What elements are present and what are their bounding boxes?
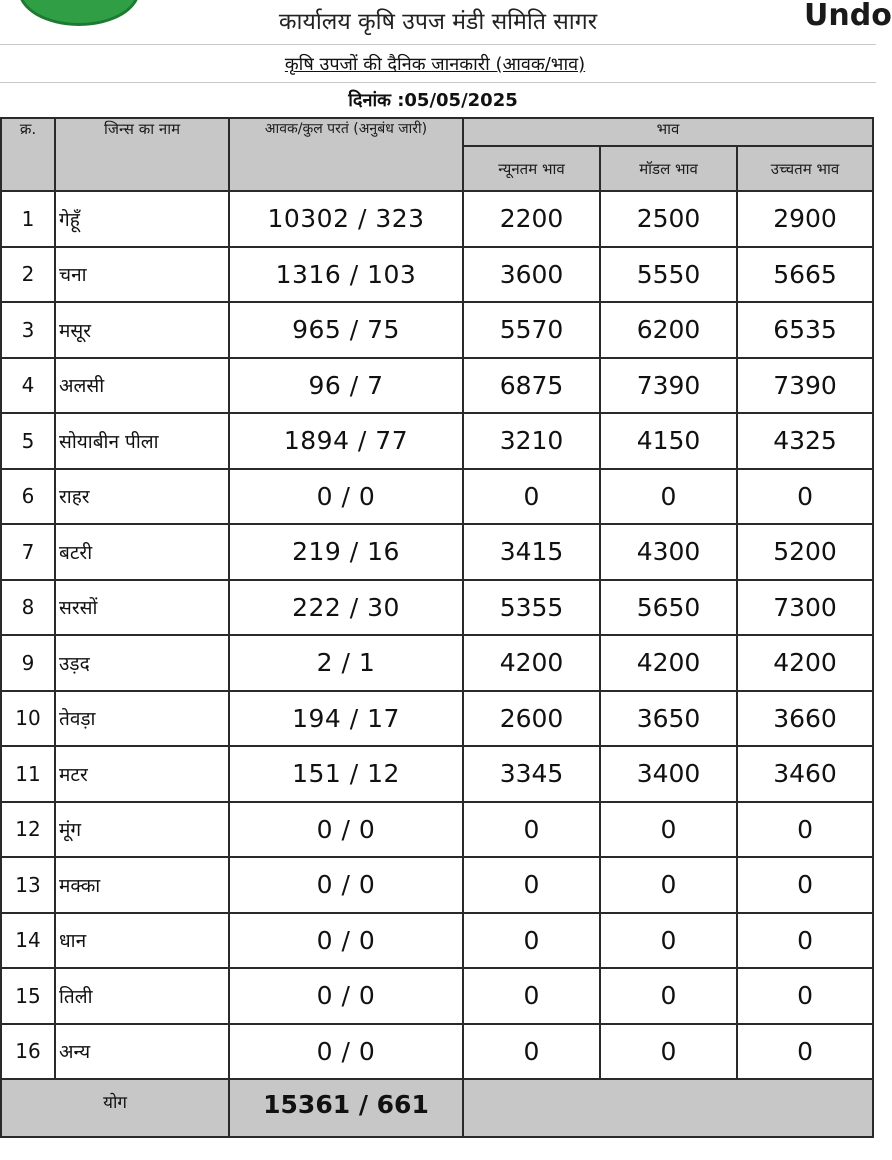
row-commodity-name: मसूर: [55, 302, 229, 358]
row-commodity-name: अलसी: [55, 358, 229, 414]
row-min-price: 4200: [463, 635, 600, 691]
row-commodity-name: मक्का: [55, 857, 229, 913]
report-title: कृषि उपजों की दैनिक जानकारी (आवक/भाव): [284, 54, 586, 75]
row-arrival: 151 / 12: [229, 746, 463, 802]
row-min-price: 0: [463, 913, 600, 969]
row-max-price: 5665: [737, 247, 873, 303]
row-arrival: 0 / 0: [229, 968, 463, 1024]
row-modal-price: 2500: [600, 191, 737, 247]
row-arrival: 0 / 0: [229, 857, 463, 913]
row-serial: 1: [1, 191, 55, 247]
row-min-price: 0: [463, 802, 600, 858]
row-min-price: 0: [463, 1024, 600, 1080]
row-modal-price: 0: [600, 1024, 737, 1080]
col-header-min-price: न्यूनतम भाव: [463, 146, 600, 191]
ruled-line: [0, 82, 876, 83]
row-max-price: 0: [737, 1024, 873, 1080]
row-serial: 11: [1, 746, 55, 802]
row-serial: 7: [1, 524, 55, 580]
row-modal-price: 5550: [600, 247, 737, 303]
row-arrival: 10302 / 323: [229, 191, 463, 247]
row-modal-price: 0: [600, 913, 737, 969]
row-max-price: 2900: [737, 191, 873, 247]
table-row: [1, 635, 873, 691]
table-row: [1, 1024, 873, 1080]
row-serial: 15: [1, 968, 55, 1024]
row-serial: 14: [1, 913, 55, 969]
table-row: [1, 358, 873, 414]
col-header-arrival: आवक/कुल परतं (अनुबंध जारी): [229, 118, 463, 191]
row-commodity-name: सोयाबीन पीला: [55, 413, 229, 469]
row-serial: 8: [1, 580, 55, 636]
row-min-price: 3415: [463, 524, 600, 580]
row-min-price: 0: [463, 968, 600, 1024]
row-modal-price: 0: [600, 968, 737, 1024]
row-max-price: 0: [737, 913, 873, 969]
row-modal-price: 0: [600, 857, 737, 913]
row-modal-price: 3400: [600, 746, 737, 802]
row-arrival: 222 / 30: [229, 580, 463, 636]
row-arrival: 1316 / 103: [229, 247, 463, 303]
row-arrival: 0 / 0: [229, 469, 463, 525]
col-header-serial: क्र.: [1, 118, 55, 191]
row-max-price: 7300: [737, 580, 873, 636]
row-max-price: 5200: [737, 524, 873, 580]
row-modal-price: 7390: [600, 358, 737, 414]
row-min-price: 0: [463, 469, 600, 525]
table-row: [1, 413, 873, 469]
total-price-blank: [463, 1079, 873, 1137]
row-max-price: 4200: [737, 635, 873, 691]
row-modal-price: 5650: [600, 580, 737, 636]
table-row: [1, 247, 873, 303]
row-max-price: 6535: [737, 302, 873, 358]
row-commodity-name: मूंग: [55, 802, 229, 858]
row-max-price: 7390: [737, 358, 873, 414]
table-row: [1, 191, 873, 247]
col-header-commodity: जिन्स का नाम: [55, 118, 229, 191]
row-max-price: 3460: [737, 746, 873, 802]
row-serial: 5: [1, 413, 55, 469]
row-modal-price: 6200: [600, 302, 737, 358]
row-commodity-name: मटर: [55, 746, 229, 802]
col-header-price-group: भाव: [463, 118, 873, 146]
row-min-price: 6875: [463, 358, 600, 414]
row-min-price: 2200: [463, 191, 600, 247]
row-modal-price: 0: [600, 469, 737, 525]
table-row: [1, 857, 873, 913]
row-max-price: 0: [737, 857, 873, 913]
row-serial: 12: [1, 802, 55, 858]
total-label: योग: [1, 1079, 229, 1137]
col-header-max-price: उच्चतम भाव: [737, 146, 873, 191]
row-commodity-name: सरसों: [55, 580, 229, 636]
row-arrival: 194 / 17: [229, 691, 463, 747]
row-modal-price: 0: [600, 802, 737, 858]
row-max-price: 0: [737, 968, 873, 1024]
table-row: [1, 691, 873, 747]
office-title: कार्यालय कृषि उपज मंडी समिति सागर: [278, 9, 598, 35]
row-commodity-name: तेवड़ा: [55, 691, 229, 747]
total-arrival: 15361 / 661: [229, 1079, 463, 1137]
table-row: [1, 469, 873, 525]
row-commodity-name: चना: [55, 247, 229, 303]
col-header-modal-price: मॉडल भाव: [600, 146, 737, 191]
row-arrival: 2 / 1: [229, 635, 463, 691]
row-arrival: 219 / 16: [229, 524, 463, 580]
row-modal-price: 3650: [600, 691, 737, 747]
row-arrival: 0 / 0: [229, 1024, 463, 1080]
row-max-price: 3660: [737, 691, 873, 747]
table-row: [1, 746, 873, 802]
row-min-price: 5570: [463, 302, 600, 358]
row-serial: 10: [1, 691, 55, 747]
row-min-price: 0: [463, 857, 600, 913]
row-modal-price: 4200: [600, 635, 737, 691]
table-body: [1, 191, 873, 1079]
row-commodity-name: राहर: [55, 469, 229, 525]
row-commodity-name: गेहूँ: [55, 191, 229, 247]
row-arrival: 96 / 7: [229, 358, 463, 414]
row-serial: 6: [1, 469, 55, 525]
row-max-price: 0: [737, 469, 873, 525]
row-serial: 3: [1, 302, 55, 358]
row-min-price: 3600: [463, 247, 600, 303]
row-commodity-name: तिली: [55, 968, 229, 1024]
row-serial: 16: [1, 1024, 55, 1080]
table-row: [1, 913, 873, 969]
row-arrival: 1894 / 77: [229, 413, 463, 469]
row-arrival: 0 / 0: [229, 913, 463, 969]
row-commodity-name: बटरी: [55, 524, 229, 580]
row-min-price: 3345: [463, 746, 600, 802]
row-min-price: 5355: [463, 580, 600, 636]
mandi-price-table: [0, 117, 874, 1138]
row-commodity-name: धान: [55, 913, 229, 969]
ruled-line: [0, 44, 876, 45]
report-date: दिनांक :05/05/2025: [348, 90, 518, 111]
table-row: [1, 302, 873, 358]
row-max-price: 4325: [737, 413, 873, 469]
table-row: [1, 580, 873, 636]
row-modal-price: 4150: [600, 413, 737, 469]
row-serial: 4: [1, 358, 55, 414]
row-arrival: 965 / 75: [229, 302, 463, 358]
row-min-price: 3210: [463, 413, 600, 469]
row-modal-price: 4300: [600, 524, 737, 580]
row-arrival: 0 / 0: [229, 802, 463, 858]
row-commodity-name: अन्य: [55, 1024, 229, 1080]
row-max-price: 0: [737, 802, 873, 858]
row-serial: 2: [1, 247, 55, 303]
undo-button[interactable]: Undo: [804, 0, 892, 33]
table-row: [1, 802, 873, 858]
row-serial: 9: [1, 635, 55, 691]
row-min-price: 2600: [463, 691, 600, 747]
table-row: [1, 524, 873, 580]
table-row: [1, 968, 873, 1024]
row-commodity-name: उड़द: [55, 635, 229, 691]
row-serial: 13: [1, 857, 55, 913]
